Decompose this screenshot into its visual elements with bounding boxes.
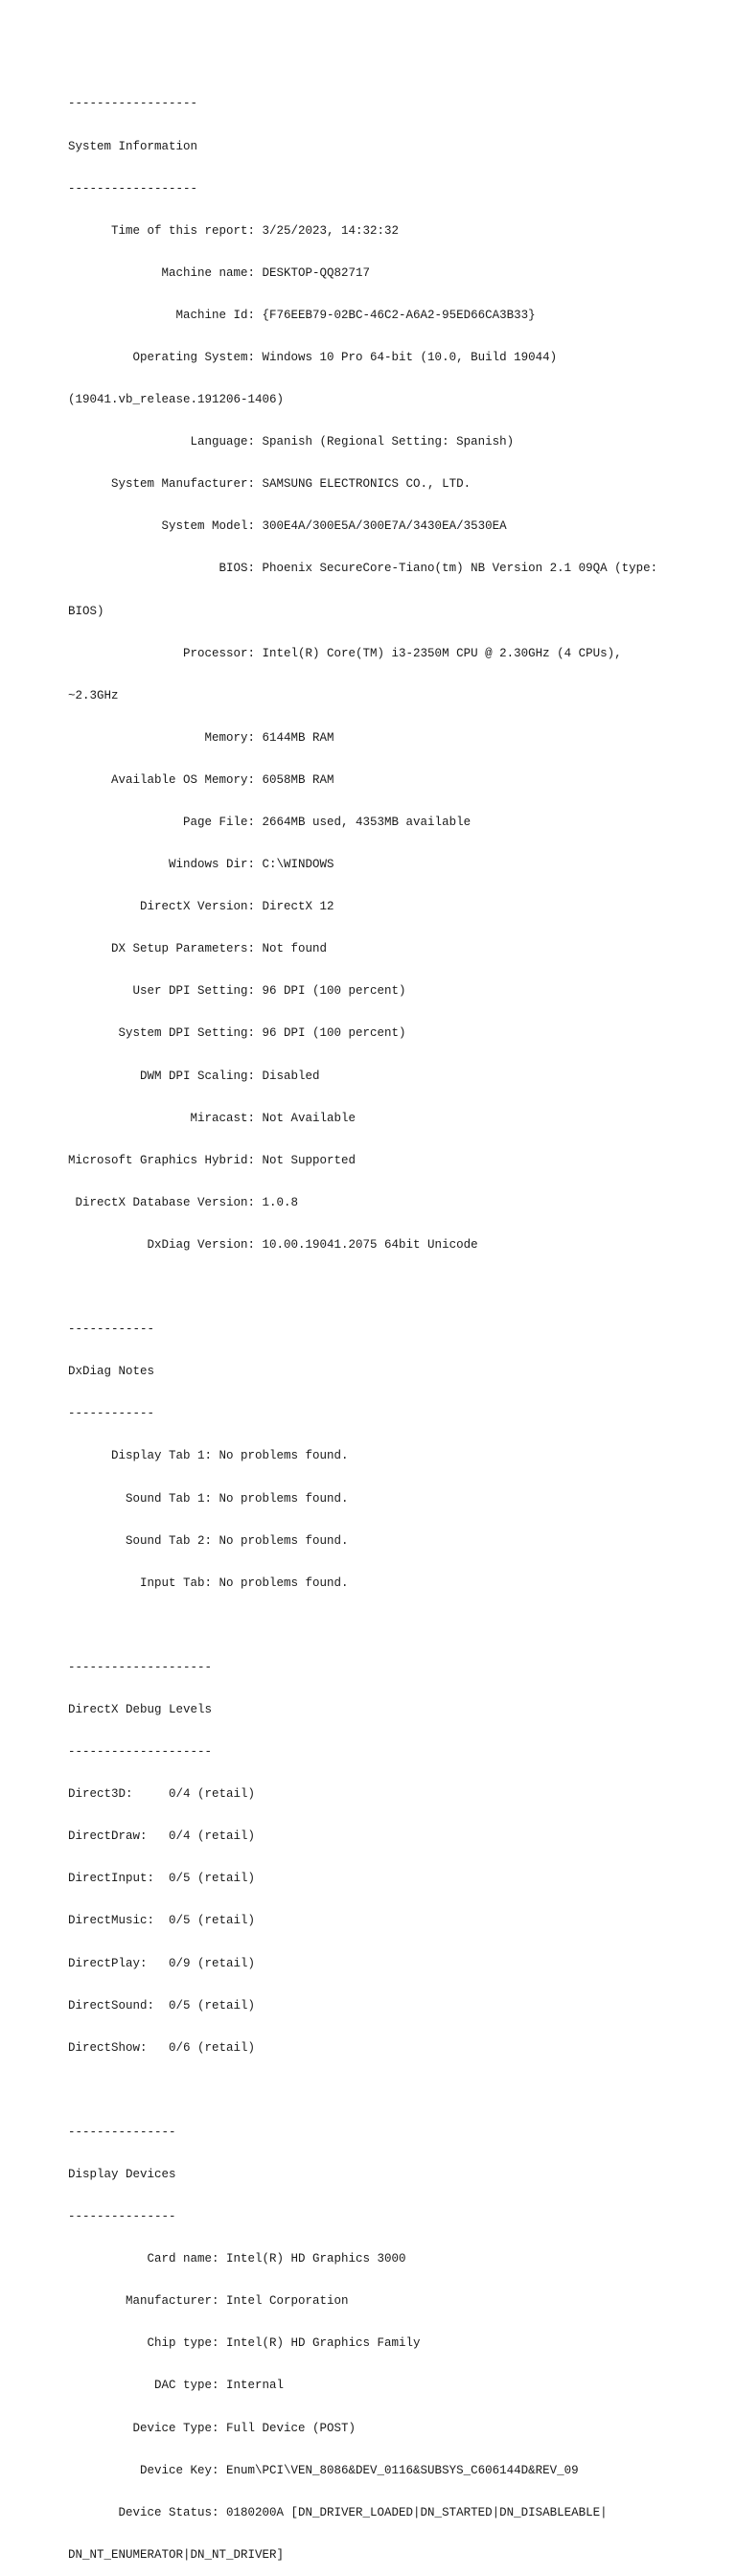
report-line: Operating System: Windows 10 Pro 64-bit (10.0, Build 19044) (68, 350, 558, 364)
report-line: Sound Tab 2: No problems found. (68, 1533, 349, 1548)
report-line: Machine Id: {F76EEB79-02BC-46C2-A6A2-95ED66CA3B33} (68, 308, 536, 322)
report-line: Memory: 6144MB RAM (68, 730, 334, 745)
report-line: User DPI Setting: 96 DPI (100 percent) (68, 984, 406, 999)
section-title-system-information: System Information (68, 139, 198, 153)
report-line: ------------ (68, 1407, 155, 1421)
blank-line (68, 1619, 657, 1633)
report-line: --------------- (68, 2125, 176, 2139)
report-line: DirectPlay: 0/9 (retail) (68, 1956, 256, 1970)
report-line: DxDiag Version: 10.00.19041.2075 64bit Unicode (68, 1237, 478, 1252)
report-line: Language: Spanish (Regional Setting: Spanish) (68, 435, 515, 449)
report-line: DWM DPI Scaling: Disabled (68, 1069, 320, 1083)
report-line: Card name: Intel(R) HD Graphics 3000 (68, 2252, 406, 2266)
report-line: DAC type: Internal (68, 2379, 285, 2393)
report-line: ~2.3GHz (68, 688, 119, 702)
report-line: Display Tab 1: No problems found. (68, 1449, 349, 1463)
report-line: -------------------- (68, 1745, 213, 1760)
report-line: DirectInput: 0/5 (retail) (68, 1872, 256, 1886)
report-line: ------------------ (68, 181, 198, 196)
report-line: Sound Tab 1: No problems found. (68, 1491, 349, 1506)
report-line: DX Setup Parameters: Not found (68, 942, 328, 956)
report-line: Chip type: Intel(R) HD Graphics Family (68, 2336, 421, 2351)
report-line: DN_NT_ENUMERATOR|DN_NT_DRIVER] (68, 2547, 285, 2562)
report-line: Manufacturer: Intel Corporation (68, 2294, 349, 2309)
report-line: -------------------- (68, 1660, 213, 1674)
report-line: ------------------ (68, 97, 198, 111)
report-line: DirectSound: 0/5 (retail) (68, 1998, 256, 2012)
report-line: DirectX Version: DirectX 12 (68, 900, 334, 914)
dxdiag-report (68, 69, 657, 2576)
report-line: Processor: Intel(R) Core(TM) i3-2350M CPU @ 2.30GHz (4 CPUs), (68, 646, 622, 660)
report-line: Device Status: 0180200A [DN_DRIVER_LOADED|DN_STARTED|DN_DISABLEABLE| (68, 2505, 608, 2519)
report-line: Available OS Memory: 6058MB RAM (68, 772, 334, 787)
report-line: Device Type: Full Device (POST) (68, 2421, 356, 2435)
report-line: DirectShow: 0/6 (retail) (68, 2040, 256, 2055)
section-title-directx-debug-levels: DirectX Debug Levels (68, 1702, 213, 1716)
report-line: DirectDraw: 0/4 (retail) (68, 1829, 256, 1844)
report-line: Time of this report: 3/25/2023, 14:32:32 (68, 223, 400, 238)
report-line: System Model: 300E4A/300E5A/300E7A/3430EA/3530EA (68, 519, 507, 534)
blank-line (68, 2083, 657, 2098)
report-line: Input Tab: No problems found. (68, 1576, 349, 1590)
report-line: ------------ (68, 1322, 155, 1337)
report-line: Page File: 2664MB used, 4353MB available (68, 816, 472, 829)
report-line: --------------- (68, 2210, 176, 2224)
section-title-display-devices: Display Devices (68, 2168, 176, 2181)
report-line: DirectMusic: 0/5 (retail) (68, 1914, 256, 1928)
section-title-dxdiag-notes: DxDiag Notes (68, 1365, 155, 1379)
blank-line (68, 1280, 657, 1295)
report-line: DirectX Database Version: 1.0.8 (68, 1195, 299, 1209)
report-line: (19041.vb_release.191206-1406) (68, 393, 285, 407)
report-line: Miracast: Not Available (68, 1111, 356, 1125)
report-line: BIOS: Phoenix SecureCore-Tiano(tm) NB Version 2.1 09QA (type: (68, 562, 658, 576)
report-line: System DPI Setting: 96 DPI (100 percent) (68, 1026, 406, 1041)
report-line: BIOS) (68, 604, 104, 618)
report-line: Device Key: Enum\PCI\VEN_8086&DEV_0116&SUBSYS_C606144D&REV_09 (68, 2463, 579, 2477)
report-line: Machine name: DESKTOP-QQ82717 (68, 265, 371, 280)
report-line: Windows Dir: C:\WINDOWS (68, 858, 334, 872)
report-line: System Manufacturer: SAMSUNG ELECTRONICS CO., LTD. (68, 477, 472, 492)
report-line: Direct3D: 0/4 (retail) (68, 1787, 256, 1802)
report-line: Microsoft Graphics Hybrid: Not Supported (68, 1153, 356, 1167)
